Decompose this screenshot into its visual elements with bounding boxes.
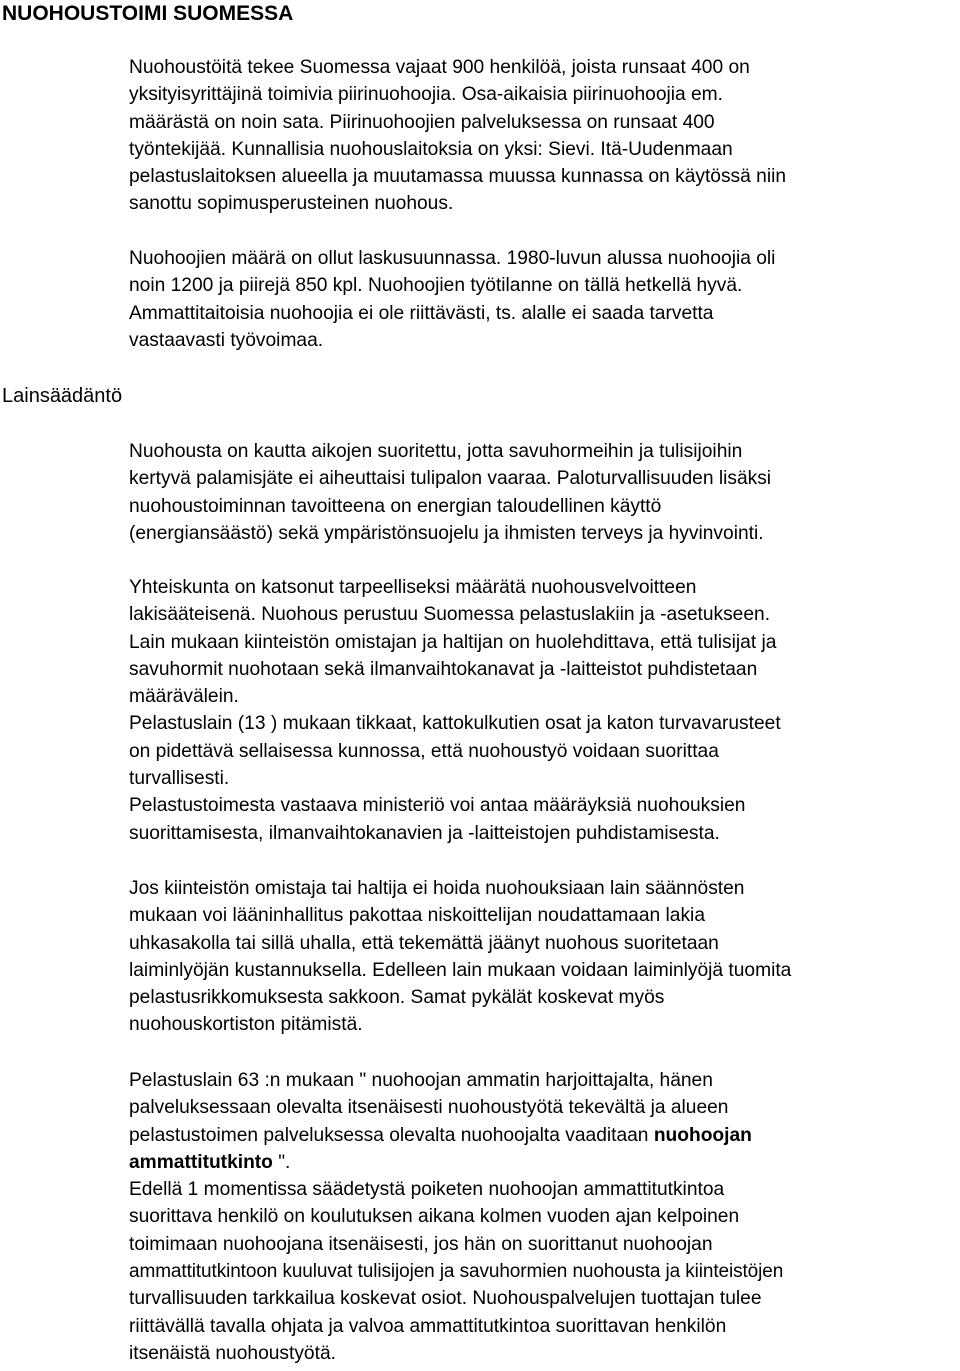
side-heading-legislation: Lainsäädäntö (2, 385, 123, 407)
text-line: on pidettävä sellaisessa kunnossa, että nuohoustyö voidaan suorittaa (129, 740, 719, 762)
text-line: sanottu sopimusperusteinen nuohous. (129, 193, 454, 215)
paragraph-workforce (129, 245, 959, 354)
text-line: toimimaan nuohoojana itsenäisesti, jos hän on suorittanut nuohoojan (129, 1233, 713, 1255)
text-line: mukaan voi lääninhallitus pakottaa niskoittelijan noudattamaan lakia (129, 905, 705, 927)
text-line: määrästä on noin sata. Piirinuohoojien palveluksessa on runsaat 400 (129, 111, 715, 133)
text-line: noin 1200 ja piirejä 850 kpl. Nuohoojien työtilanne on tällä hetkellä hyvä. (129, 275, 743, 297)
text-line: pelastuslaitoksen alueella ja muutamassa muussa kunnassa on käytössä niin (129, 166, 787, 188)
text-line: lakisääteisenä. Nuohous perustuu Suomessa pelastuslakiin ja -asetukseen. (129, 604, 771, 626)
text-line: Ammattitaitoisia nuohoojia ei ole riittävästi, ts. alalle ei saada tarvetta (129, 302, 714, 324)
bold-term: nuohoojan (653, 1124, 752, 1146)
text-line: uhkasakolla tai sillä uhalla, että tekemättä jäänyt nuohous suoritetaan (129, 932, 719, 954)
text-line: itsenäistä nuohoustyötä. (129, 1342, 336, 1364)
paragraph-qualification (129, 1067, 959, 1367)
text-line: kertyvä palamisjäte ei aiheuttaisi tulipalon vaaraa. Paloturvallisuuden lisäksi (129, 468, 772, 490)
text-line: Pelastuslain 63 :n mukaan " nuohoojan ammatin harjoittajalta, hänen (129, 1070, 713, 1091)
text-segment: ". (272, 1151, 291, 1173)
text-line: määrävälein. (129, 686, 239, 708)
text-line: Nuohoustöitä tekee Suomessa vajaat 900 henkilöä, joista runsaat 400 on (129, 57, 750, 78)
page-title: NUOHOUSTOIMI SUOMESSA (2, 2, 294, 25)
text-line: Jos kiinteistön omistaja tai haltija ei hoida nuohouksiaan lain säännösten (129, 878, 745, 899)
text-line: vastaavasti työvoimaa. (129, 329, 324, 351)
text-line: nuohoustoiminnan tavoitteena on energian taloudellinen käyttö (129, 495, 662, 517)
text-line: suorittamisesta, ilmanvaihtokanavien ja -laitteistojen puhdistamisesta. (129, 822, 720, 844)
text-line: savuhormit nuohotaan sekä ilmanvaihtokanavat ja -laitteistot puhdistetaan (129, 658, 758, 680)
text-line: Edellä 1 momentissa säädetystä poiketen nuohoojan ammattitutkintoa (129, 1179, 725, 1201)
text-line: Lain mukaan kiinteistön omistajan ja haltijan on huolehdittava, että tulisijat ja (129, 631, 777, 653)
paragraph-law (129, 574, 959, 847)
text-line: pelastusrikkomuksesta sakkoon. Samat pykälät koskevat myös (129, 987, 665, 1009)
text-segment: pelastustoimen palveluksessa olevalta nuohoojalta vaaditaan (129, 1124, 654, 1146)
text-line: laiminlyöjän kustannuksella. Edelleen lain mukaan voidaan laiminlyöjä tuomita (129, 959, 792, 981)
text-line: (energiansäästö) sekä ympäristönsuojelu ja ihmisten terveys ja hyvinvointi. (129, 522, 764, 544)
paragraph-purpose (129, 438, 959, 547)
paragraph-intro (129, 54, 959, 218)
text-line: suorittava henkilö on koulutuksen aikana kolmen vuoden ajan kelpoinen (129, 1206, 740, 1228)
bold-term: ammattitutkinto (129, 1151, 273, 1173)
text-line (129, 1149, 959, 1176)
text-line: työntekijää. Kunnallisia nuohouslaitoksia on yksi: Sievi. Itä-Uudenmaan (129, 138, 733, 160)
paragraph-sanctions (129, 875, 959, 1039)
text-line: Nuohousta on kautta aikojen suoritettu, jotta savuhormeihin ja tulisijoihin (129, 441, 743, 462)
text-line: Pelastustoimesta vastaava ministeriö voi antaa määräyksiä nuohouksien (129, 795, 746, 817)
text-line: Nuohoojien määrä on ollut laskusuunnassa. 1980-luvun alussa nuohoojia oli (129, 248, 776, 269)
text-line: palveluksessaan olevalta itsenäisesti nuohoustyötä tekevältä ja alueen (129, 1097, 729, 1119)
text-line: ammattitutkintoon kuuluvat tulisijojen ja savuhormien nuohousta ja kiinteistöjen (129, 1261, 784, 1283)
text-line: turvallisuuden tarkkailua koskevat osiot. Nuohouspalvelujen tuottajan tulee (129, 1288, 762, 1310)
text-line: yksityisyrittäjinä toimivia piirinuohoojia. Osa-aikaisia piirinuohoojia em. (129, 84, 723, 106)
text-line: Yhteiskunta on katsonut tarpeelliseksi määrätä nuohousvelvoitteen (129, 577, 697, 598)
text-line: turvallisesti. (129, 768, 230, 790)
text-line (129, 1122, 959, 1149)
text-line: Pelastuslain (13 ) mukaan tikkaat, kattokulkutien osat ja katon turvavarusteet (129, 713, 781, 735)
text-line: riittävällä tavalla ohjata ja valvoa ammattitutkintoa suorittavan henkilön (129, 1315, 727, 1337)
text-line: nuohouskortiston pitämistä. (129, 1014, 363, 1036)
